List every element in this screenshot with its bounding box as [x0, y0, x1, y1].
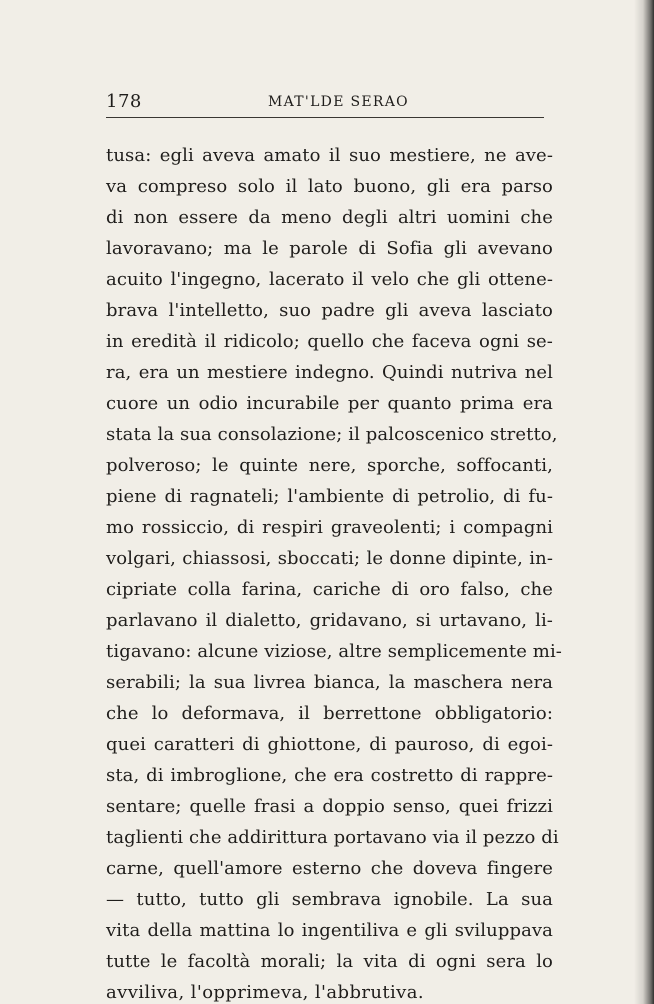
text-line: volgari, chiassosi, sboccati; le donne dipinte, in-	[106, 548, 553, 569]
text-line: sentare; quelle frasi a doppio senso, quei frizzi	[106, 796, 553, 817]
text-line: parlavano il dialetto, gridavano, si urtavano, li-	[106, 610, 553, 631]
text-line: — tutto, tutto gli sembrava ignobile. La sua	[106, 889, 553, 910]
text-line: taglienti che addirittura portavano via il pezzo di	[106, 827, 559, 848]
text-line: tutte le facoltà morali; la vita di ogni sera lo	[106, 951, 553, 972]
text-line: tusa: egli aveva amato il suo mestiere, ne ave-	[106, 145, 553, 166]
running-title: MAT'LDE SERAO	[268, 94, 409, 110]
header-rule	[106, 117, 544, 118]
text-line: lavoravano; ma le parole di Sofia gli avevano	[106, 238, 553, 259]
text-line: brava l'intelletto, suo padre gli aveva lasciato	[106, 300, 553, 321]
text-line: mo rossiccio, di respiri graveolenti; i compagni	[106, 517, 553, 538]
body-text	[106, 140, 562, 1004]
text-line: di non essere da meno degli altri uomini che	[106, 207, 553, 228]
text-line: cuore un odio incurabile per quanto prima era	[106, 393, 553, 414]
text-line: serabili; la sua livrea bianca, la maschera nera	[106, 672, 553, 693]
text-line: quei caratteri di ghiottone, di pauroso, di egoi-	[106, 734, 553, 755]
page-header	[106, 90, 542, 114]
text-line: polveroso; le quinte nere, sporche, soffocanti,	[106, 455, 553, 476]
text-line: cipriate colla farina, cariche di oro falso, che	[106, 579, 553, 600]
text-line: avviliva, l'opprimeva, l'abbrutiva.	[106, 982, 424, 1003]
text-line: che lo deformava, il berrettone obbligatorio:	[106, 703, 553, 724]
text-line: va compreso solo il lato buono, gli era parso	[106, 176, 553, 197]
text-line: piene di ragnateli; l'ambiente di petrolio, di fu-	[106, 486, 553, 507]
text-line: vita della mattina lo ingentiliva e gli sviluppava	[106, 920, 553, 941]
text-line: acuito l'ingegno, lacerato il velo che gli ottene-	[106, 269, 553, 290]
text-line: in eredità il ridicolo; quello che faceva ogni se-	[106, 331, 553, 352]
text-line: ra, era un mestiere indegno. Quindi nutriva nel	[106, 362, 553, 383]
page-number: 178	[106, 91, 142, 112]
text-line: sta, di imbroglione, che era costretto di rappre-	[106, 765, 553, 786]
text-line: tigavano: alcune viziose, altre semplicemente mi-	[106, 641, 562, 662]
text-line: carne, quell'amore esterno che doveva fingere	[106, 858, 553, 879]
page-edge-shadow	[634, 0, 654, 1004]
text-line: stata la sua consolazione; il palcoscenico stretto,	[106, 424, 558, 445]
